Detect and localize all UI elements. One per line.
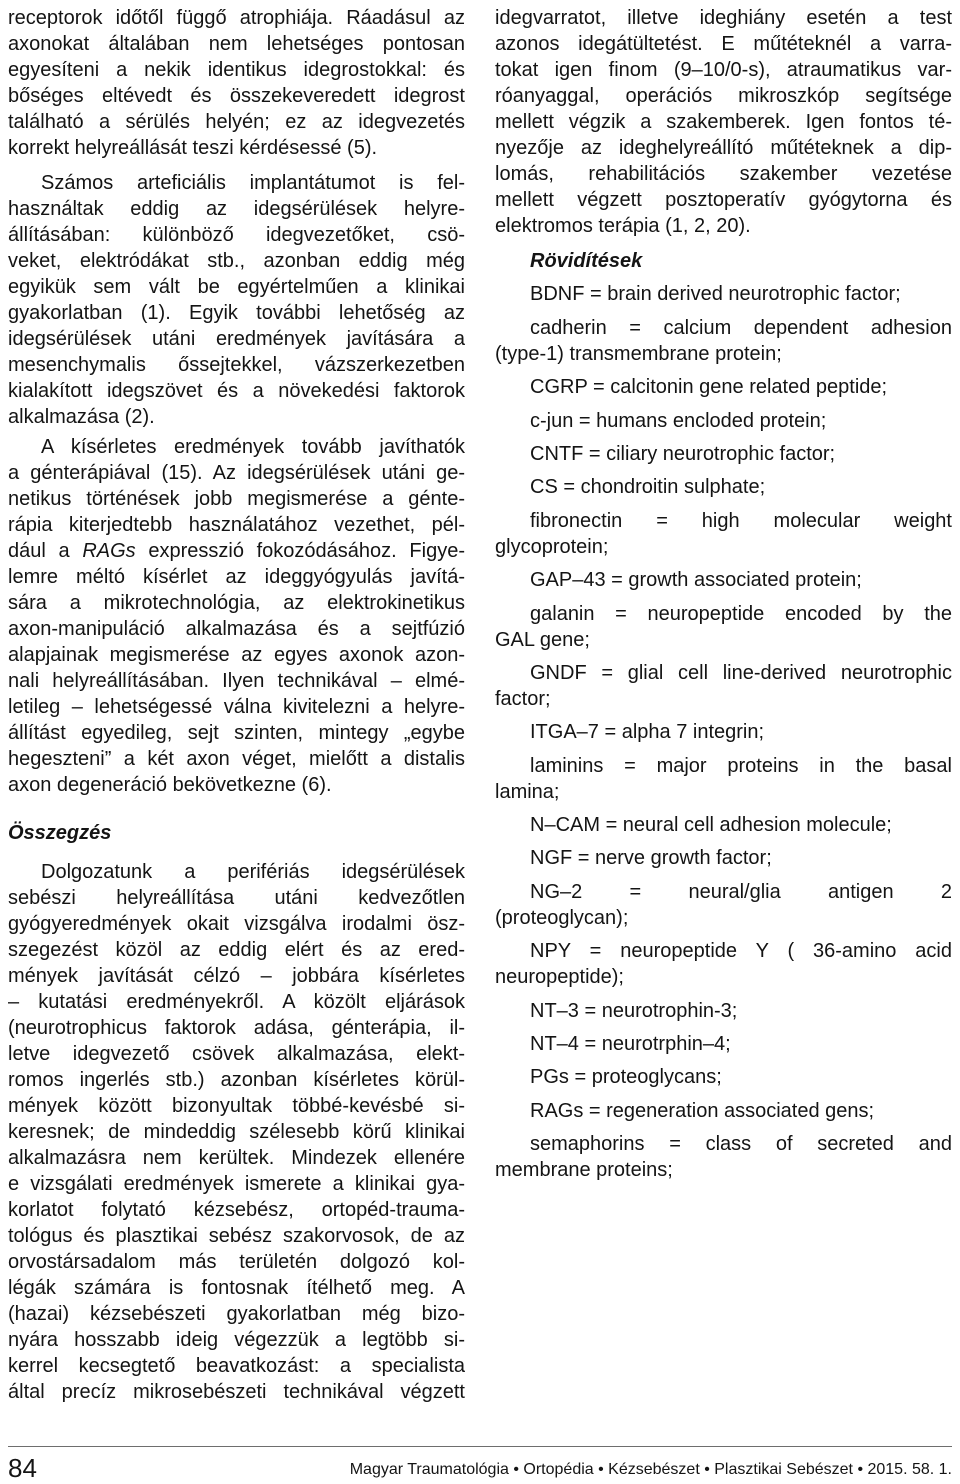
text-line: axonokat általában nem lehetséges pontosan	[8, 33, 465, 55]
text-line: alapjainak megismerése az egyes axonok azon-	[8, 644, 465, 666]
text-line: cadherin = calcium dependent adhesion	[530, 316, 952, 339]
text-line: egyesíteni a nekik identikus idegrostokkal: és	[8, 59, 465, 81]
text-line: egyikük sem vált be egyértelműen a klinikai	[8, 276, 465, 298]
text-line: receptorok időtől függő atrophiája. Ráadásul az	[8, 7, 465, 29]
text-line: (type-1) transmembrane protein;	[495, 342, 782, 365]
text-line: veket, elektródákat stb., azonban eddig még	[8, 250, 465, 272]
paragraph-gene-therapy	[8, 434, 465, 798]
text-line: mellett végzik a szakemberek. Igen fontos té-	[495, 111, 952, 133]
text-segment: dául a	[8, 540, 83, 562]
text-line: (hazai) kézsebészeti gyakorlatban még bizo-	[8, 1303, 465, 1325]
abbreviation-item	[495, 753, 952, 805]
text-line: mellett végzett posztoperatív gyógytorna és	[495, 189, 952, 211]
text-line: axon degeneráció bekövetkezne (6).	[8, 774, 332, 796]
text-line: neuropeptide);	[495, 966, 624, 989]
footer-rule	[8, 1446, 952, 1447]
text-line: CNTF = ciliary neurotrophic factor;	[530, 442, 836, 465]
text-line: GAP–43 = growth associated protein;	[530, 569, 862, 592]
text-line: factor;	[495, 687, 551, 710]
text-line: korrekt helyreállását teszi kérdésessé (5).	[8, 137, 378, 159]
text-line: ITGA–7 = alpha 7 integrin;	[530, 721, 765, 744]
text-line: mesenchymalis őssejtekkel, vázszerkezetben	[8, 354, 465, 376]
abbreviation-item	[495, 1031, 952, 1057]
text-line: orvostársadalom más területén dolgozó kol-	[8, 1251, 465, 1273]
abbreviation-item	[495, 879, 952, 931]
text-line: róanyaggal, operációs mikroszkóp segítsége	[495, 85, 952, 107]
text-line: Számos arteficiális implantátumot is fel-	[41, 172, 465, 194]
text-line: azonos idegátültetést. E műtéteknél a varra-	[495, 33, 952, 55]
text-line: keresnek; de mindeddig szélesebb körű klinikai	[8, 1121, 465, 1143]
text-line: membrane proteins;	[495, 1159, 673, 1182]
text-line: idegsérülések utáni eredmények javítására a	[8, 328, 465, 350]
text-line: laminins = major proteins in the basal	[530, 754, 952, 777]
text-line: lemre méltó kísérlet az ideggyógyulás javítá-	[8, 566, 465, 588]
text-line: – kutatási eredményekről. A közölt eljárások	[8, 991, 465, 1013]
summary-heading: Összegzés	[8, 822, 112, 844]
journal-citation: Magyar Traumatológia • Ortopédia • Kézsebészet • Plasztikai Sebészet • 2015. 58. 1.	[349, 1461, 952, 1478]
text-line: c-jun = humans encloded protein;	[530, 409, 827, 432]
text-line: alkalmazása (2).	[8, 406, 155, 428]
text-segment: expresszió fokozódásához. Figye-	[135, 540, 465, 562]
text-line: BDNF = brain derived neurotrophic factor;	[530, 283, 901, 306]
paragraph-summary	[8, 859, 465, 1405]
text-line: nyezője az ideghelyreállító műtéteknek a dip-	[495, 137, 952, 159]
text-line: N–CAM = neural cell adhesion molecule;	[530, 814, 892, 837]
abbreviation-item	[495, 474, 952, 500]
text-line: NGF = nerve growth factor;	[530, 847, 772, 870]
text-line: romos ingerlés stb.) azonban kísérletes körül-	[8, 1069, 465, 1091]
text-line: kerrel kecsegtető beavatkozást: a specialista	[8, 1355, 465, 1377]
abbreviation-item	[495, 374, 952, 400]
right-column	[495, 5, 952, 1183]
abbreviation-item	[495, 408, 952, 434]
text-line: sára a mikrotechnológia, az elektrokinetikus	[8, 592, 465, 614]
text-line: letve idegvezető csövek alkalmazása, elekt-	[8, 1043, 465, 1065]
abbreviation-item	[495, 281, 952, 307]
text-line: által precíz mikrosebészeti technikával végzett	[8, 1381, 465, 1403]
paragraph-implants	[8, 170, 465, 430]
abbreviation-item	[495, 845, 952, 871]
paragraph-summary-continuation	[495, 5, 952, 239]
text-line: RAGs = regeneration associated gens;	[530, 1099, 875, 1122]
abbreviation-item	[495, 938, 952, 990]
text-line: állításában: különböző idegvezetőket, csö-	[8, 224, 465, 246]
text-line: netikus történések jobb megismerése a génte-	[8, 488, 465, 510]
paragraph-continuation	[8, 5, 465, 161]
text-line: letileg – lehetségessé válna kivitelezni a helyre-	[8, 696, 465, 718]
abbreviation-list	[495, 281, 952, 1183]
text-line: NG–2 = neural/glia antigen 2	[530, 880, 952, 903]
text-line: e vizsgálati eredmények ismerete a klinikai gya-	[8, 1173, 465, 1195]
text-line: nyára hosszabb ideig végezzük a legtöbb si-	[8, 1329, 465, 1351]
page-number: 84	[8, 1453, 37, 1483]
text-line: (neurotrophicus faktorok adása, génterápia, il-	[8, 1017, 465, 1039]
text-line: GAL gene;	[495, 628, 590, 651]
text-line: NPY = neuropeptide Y ( 36-amino acid	[530, 940, 952, 963]
text-line: szegezést közöl az eddig elért és az ered-	[8, 939, 465, 961]
text-line: gyógyeredmények okait vizsgálva irodalmi ösz-	[8, 913, 465, 935]
text-line: tokat igen finom (9–10/0-s), atraumatikus var-	[495, 59, 952, 81]
abbreviation-item	[495, 441, 952, 467]
text-line: idegvarratot, illetve ideghiány esetén a test	[495, 7, 952, 29]
text-line: NT–4 = neurotrphin–4;	[530, 1033, 731, 1056]
text-line: galanin = neuropeptide encoded by the	[530, 602, 952, 625]
text-line: CGRP = calcitonin gene related peptide;	[530, 376, 888, 399]
text-line: alkalmazásra nem kerültek. Mindezek ellenére	[8, 1147, 465, 1169]
abbreviation-item	[495, 1064, 952, 1090]
text-line: axon-manipuláció alkalmazása és a sejtfúzió	[8, 618, 465, 640]
abbreviation-item	[495, 315, 952, 367]
text-line: lamina;	[495, 780, 560, 803]
text-line: hegeszteni” a két axon véget, mielőtt a distalis	[8, 748, 465, 770]
text-line: légák számára is fontosnak ítélhető meg. A	[8, 1277, 465, 1299]
text-line: kialakított idegszövet és a növekedési faktorok	[8, 380, 465, 402]
abbreviation-item	[495, 719, 952, 745]
text-line: PGs = proteoglycans;	[530, 1066, 722, 1089]
text-line: fibronectin = high molecular weight	[530, 509, 952, 532]
text-line: rápia kiterjedtebb használatához vezethet, pél-	[8, 514, 465, 536]
text-line: használtak eddig az idegsérülések helyre-	[8, 198, 465, 220]
text-line: (proteoglycan);	[495, 906, 629, 929]
text-line: semaphorins = class of secreted and	[530, 1133, 952, 1156]
abbreviation-item	[495, 1098, 952, 1124]
text-line: található a sérülés helyén; ez az idegvezetés	[8, 111, 465, 133]
text-line: tológus és plasztikai sebész szakorvosok, de az	[8, 1225, 465, 1247]
abbreviation-item	[495, 567, 952, 593]
text-line: mények javítását célzó – jobbára kísérletes	[8, 965, 465, 987]
text-line	[8, 538, 465, 564]
abbreviation-item	[495, 660, 952, 712]
text-line: CS = chondroitin sulphate;	[530, 476, 766, 499]
abbreviation-item	[495, 1131, 952, 1183]
abbreviation-item	[495, 601, 952, 653]
text-line: lomás, rehabilitációs szakember vezetése	[495, 163, 952, 185]
abbreviation-item	[495, 508, 952, 560]
left-column	[8, 5, 465, 1405]
text-line: állítást egyedileg, sejt szinten, mintegy „egybe	[8, 722, 465, 744]
text-line: mények között bizonyultak többé-kevésbé si-	[8, 1095, 465, 1117]
text-line: GNDF = glial cell line-derived neurotrophic	[530, 661, 952, 684]
text-line: Dolgozatunk a perifériás idegsérülések	[41, 861, 465, 883]
text-line: nali helyreállításában. Ilyen technikával – elmé-	[8, 670, 465, 692]
text-line: glycoprotein;	[495, 535, 609, 558]
text-line: NT–3 = neurotrophin-3;	[530, 999, 738, 1022]
text-line: a génterápiával (15). Az idegsérülések utáni ge-	[8, 462, 465, 484]
text-line: sebészi helyreállítása utáni kedvezőtlen	[8, 887, 465, 909]
text-line: A kísérletes eredmények tovább javíthatók	[41, 436, 465, 458]
abbreviations-heading: Rövidítések	[530, 250, 643, 272]
text-line: gyakorlatban (1). Egyik további lehetőség az	[8, 302, 465, 324]
text-line: bőséges eltévedt és összekeveredett idegrost	[8, 85, 465, 107]
text-line: korlatot folytató kézsebész, ortopéd-trauma-	[8, 1199, 465, 1221]
text-line: elektromos terápia (1, 2, 20).	[495, 215, 751, 237]
italic-term: RAGs	[82, 540, 136, 562]
abbreviation-item	[495, 998, 952, 1024]
abbreviation-item	[495, 812, 952, 838]
